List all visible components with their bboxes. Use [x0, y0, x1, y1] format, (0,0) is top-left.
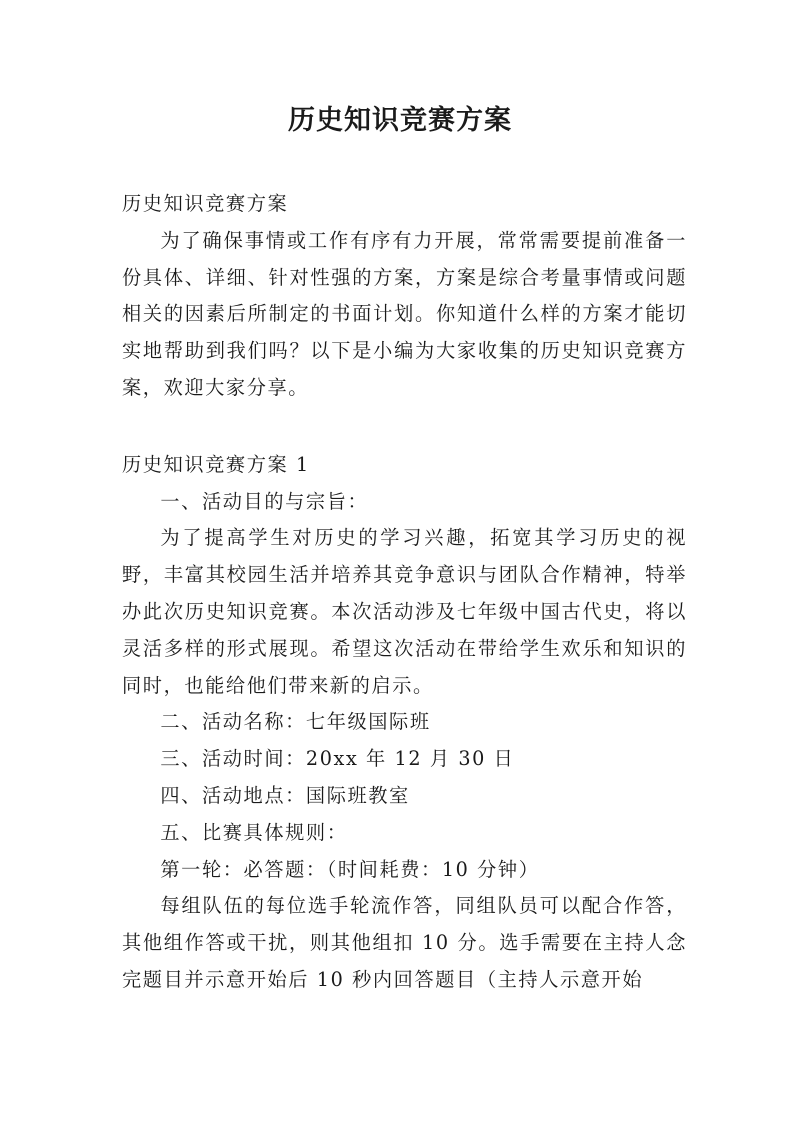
intro-paragraph: 为了确保事情或工作有序有力开展，常常需要提前准备一份具体、详细、针对性强的方案，方案是综合考量事情或问题相关的因素后所制定的书面计划。你知道什么样的方案才能切实地帮助到我们吗？以下是小编为大家收集的历史知识竞赛方案，欢迎大家分享。	[122, 228, 687, 399]
subtitle: 历史知识竞赛方案	[122, 192, 289, 215]
activity-time: 三、活动时间：20xx 年 12 月 30 日	[160, 747, 515, 771]
document-title: 历史知识竞赛方案	[288, 105, 512, 136]
activity-name: 二、活动名称：七年级国际班	[160, 710, 431, 734]
section-title: 历史知识竞赛方案 1	[122, 452, 310, 476]
rules-heading: 五、比赛具体规则：	[160, 820, 348, 844]
document-body	[122, 186, 687, 999]
purpose-paragraph: 为了提高学生对历史的学习兴趣，拓宽其学习历史的视野，丰富其校园生活并培养其竞争意识与团队合作精神，特举办此次历史知识竞赛。本次活动涉及七年级中国古代史，将以灵活多样的形式展现。希望这次活动在带给学生欢乐和知识的同时，也能给他们带来新的启示。	[122, 526, 687, 697]
purpose-heading: 一、活动目的与宗旨：	[160, 489, 369, 513]
round1-paragraph: 每组队伍的每位选手轮流作答，同组队员可以配合作答，其他组作答或干扰，则其他组扣 10 分。选手需要在主持人念完题目并示意开始后 10 秒内回答题目（主持人示意开始	[122, 894, 687, 991]
activity-place: 四、活动地点：国际班教室	[160, 783, 410, 807]
round1-heading: 第一轮：必答题：（时间耗费：10 分钟）	[160, 857, 540, 881]
